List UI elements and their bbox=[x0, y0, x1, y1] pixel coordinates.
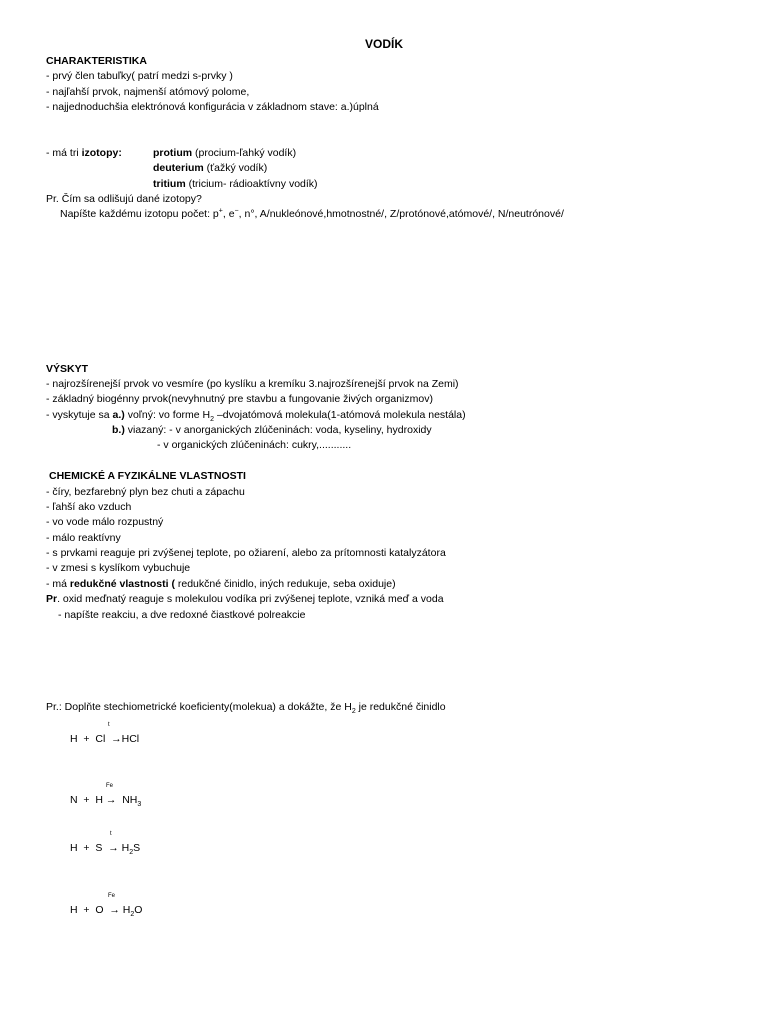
stechiometria-task bbox=[46, 701, 446, 714]
reaction-product-sub: 3 bbox=[137, 801, 142, 809]
reaction-product: H bbox=[118, 842, 130, 854]
vlastnost-example bbox=[46, 593, 444, 606]
reaction-equation bbox=[70, 733, 139, 746]
vyskyt-bold: b.) bbox=[112, 424, 125, 436]
reaction-product: H bbox=[119, 904, 131, 916]
izotopy-intro-bold: izotopy: bbox=[81, 147, 122, 159]
reaction-condition: t bbox=[110, 831, 112, 837]
reaction-condition: t bbox=[108, 722, 110, 728]
vlastnost-text: redukčné činidlo, iných redukuje, seba oxiduje) bbox=[174, 578, 396, 590]
vlastnost-line: - málo reaktívny bbox=[46, 532, 121, 544]
section-heading-vlastnosti: CHEMICKÉ A FYZIKÁLNE VLASTNOSTI bbox=[49, 470, 246, 482]
arrow-right-icon: → bbox=[108, 842, 119, 854]
vyskyt-line bbox=[112, 424, 432, 437]
arrow-right-icon: → bbox=[111, 733, 122, 745]
reaction-condition: Fe bbox=[108, 893, 116, 899]
page-title: VODÍK bbox=[365, 37, 404, 51]
vlastnost-task: - napíšte reakciu, a dve redoxné čiastkové polreakcie bbox=[58, 609, 306, 621]
izotopy-task-text: , e bbox=[222, 208, 235, 220]
charakteristika-line: - najľahší prvok, najmenší atómový polome, bbox=[46, 86, 250, 98]
vlastnost-bold: redukčné vlastnosti ( bbox=[69, 578, 175, 590]
arrow-right-icon: → bbox=[109, 904, 120, 916]
reaction-product-sub: 2 bbox=[130, 911, 135, 919]
vlastnost-line bbox=[46, 578, 396, 591]
vyskyt-sub: 2 bbox=[210, 416, 215, 424]
vyskyt-line: - v organických zlúčeninách: cukry,........... bbox=[157, 439, 352, 451]
reaction-equation bbox=[70, 794, 141, 807]
reaction-product: HCl bbox=[121, 733, 140, 745]
section-heading-vyskyt: VÝSKYT bbox=[46, 363, 89, 375]
vyskyt-line bbox=[46, 409, 466, 422]
vlastnost-text: - má bbox=[46, 578, 70, 590]
vyskyt-text: viazaný: - v anorganických zlúčeninách: voda, kyseliny, hydroxidy bbox=[124, 424, 432, 436]
izotop-name: tritium bbox=[153, 178, 186, 190]
vlastnost-line: - ľahší ako vzduch bbox=[46, 501, 132, 513]
vyskyt-text: - vyskytuje sa bbox=[46, 409, 113, 421]
reaction-left: H + S bbox=[70, 842, 109, 854]
izotopy-intro-text: - má tri bbox=[46, 147, 82, 159]
reaction-left: H + O bbox=[70, 904, 110, 916]
section-heading-charakteristika: CHARAKTERISTIKA bbox=[46, 55, 147, 67]
charakteristika-line: - prvý člen tabuľky( patrí medzi s-prvky ) bbox=[46, 70, 233, 82]
reaction-left: N + H bbox=[70, 794, 106, 806]
proton-charge: + bbox=[218, 207, 223, 215]
electron-charge: − bbox=[234, 207, 239, 215]
reaction-condition: Fe bbox=[106, 783, 114, 789]
reaction-equation bbox=[70, 904, 142, 917]
vyskyt-text: voľný: vo forme H bbox=[124, 409, 211, 421]
izotopy-task-text: , n°, A/nukleónové,hmotnostné/, Z/protónové,atómové/, N/neutrónové/ bbox=[238, 208, 564, 220]
reaction-equation bbox=[70, 842, 140, 855]
izotop-desc: (procium-ľahký vodík) bbox=[192, 147, 297, 159]
charakteristika-line: - najjednoduchšia elektrónová konfigurácia v základnom stave: a.)úplná bbox=[46, 101, 379, 113]
vyskyt-bold: a.) bbox=[112, 409, 125, 421]
vlastnost-bold: Pr bbox=[46, 593, 58, 605]
izotopy-task bbox=[60, 208, 564, 221]
vlastnost-text: . oxid meďnatý reaguje s molekulou vodíka pri zvýšenej teplote, vzniká meď a voda bbox=[57, 593, 444, 605]
izotopy-task-text: Napíšte každému izotopu počet: p bbox=[60, 208, 219, 220]
reaction-product-tail: S bbox=[133, 842, 141, 854]
izotop-desc: (ťažký vodík) bbox=[203, 162, 268, 174]
vyskyt-text: –dvojatómová molekula(1-atómová molekula nestála) bbox=[214, 409, 466, 421]
izotop-desc: (tricium- rádioaktívny vodík) bbox=[185, 178, 318, 190]
vlastnost-line: - s prvkami reaguje pri zvýšenej teplote, po ožiarení, alebo za prítomnosti katalyzátora bbox=[46, 547, 446, 559]
izotopy-intro bbox=[46, 147, 122, 160]
vyskyt-line: - základný biogénny prvok(nevyhnutný pre stavbu a fungovanie živých organizmov) bbox=[46, 393, 433, 405]
izotop-name: deuterium bbox=[153, 162, 204, 174]
reaction-product: NH bbox=[116, 794, 138, 806]
izotop-item bbox=[153, 162, 267, 175]
vlastnost-line: - číry, bezfarebný plyn bez chuti a zápachu bbox=[46, 486, 245, 498]
izotopy-question: Pr. Čím sa odlišujú dané izotopy? bbox=[46, 193, 202, 205]
izotop-item bbox=[153, 147, 296, 160]
izotop-item bbox=[153, 178, 318, 191]
reaction-product-sub: 2 bbox=[129, 849, 134, 857]
vyskyt-line: - najrozšírenejší prvok vo vesmíre (po kyslíku a kremíku 3.najrozšírenejší prvok na Zemi) bbox=[46, 378, 459, 390]
reaction-product-tail: O bbox=[134, 904, 143, 916]
arrow-right-icon: → bbox=[105, 794, 117, 806]
vlastnost-line: - vo vode málo rozpustný bbox=[46, 516, 164, 528]
stechiometria-sub: 2 bbox=[351, 708, 356, 716]
izotop-name: protium bbox=[153, 147, 193, 159]
vlastnost-line: - v zmesi s kyslíkom vybuchuje bbox=[46, 562, 191, 574]
reaction-left: H + Cl bbox=[70, 733, 112, 745]
stechiometria-text: Pr.: Doplňte stechiometrické koeficienty(molekua) a dokážte, že H bbox=[46, 701, 352, 713]
stechiometria-text: je redukčné činidlo bbox=[355, 701, 446, 713]
